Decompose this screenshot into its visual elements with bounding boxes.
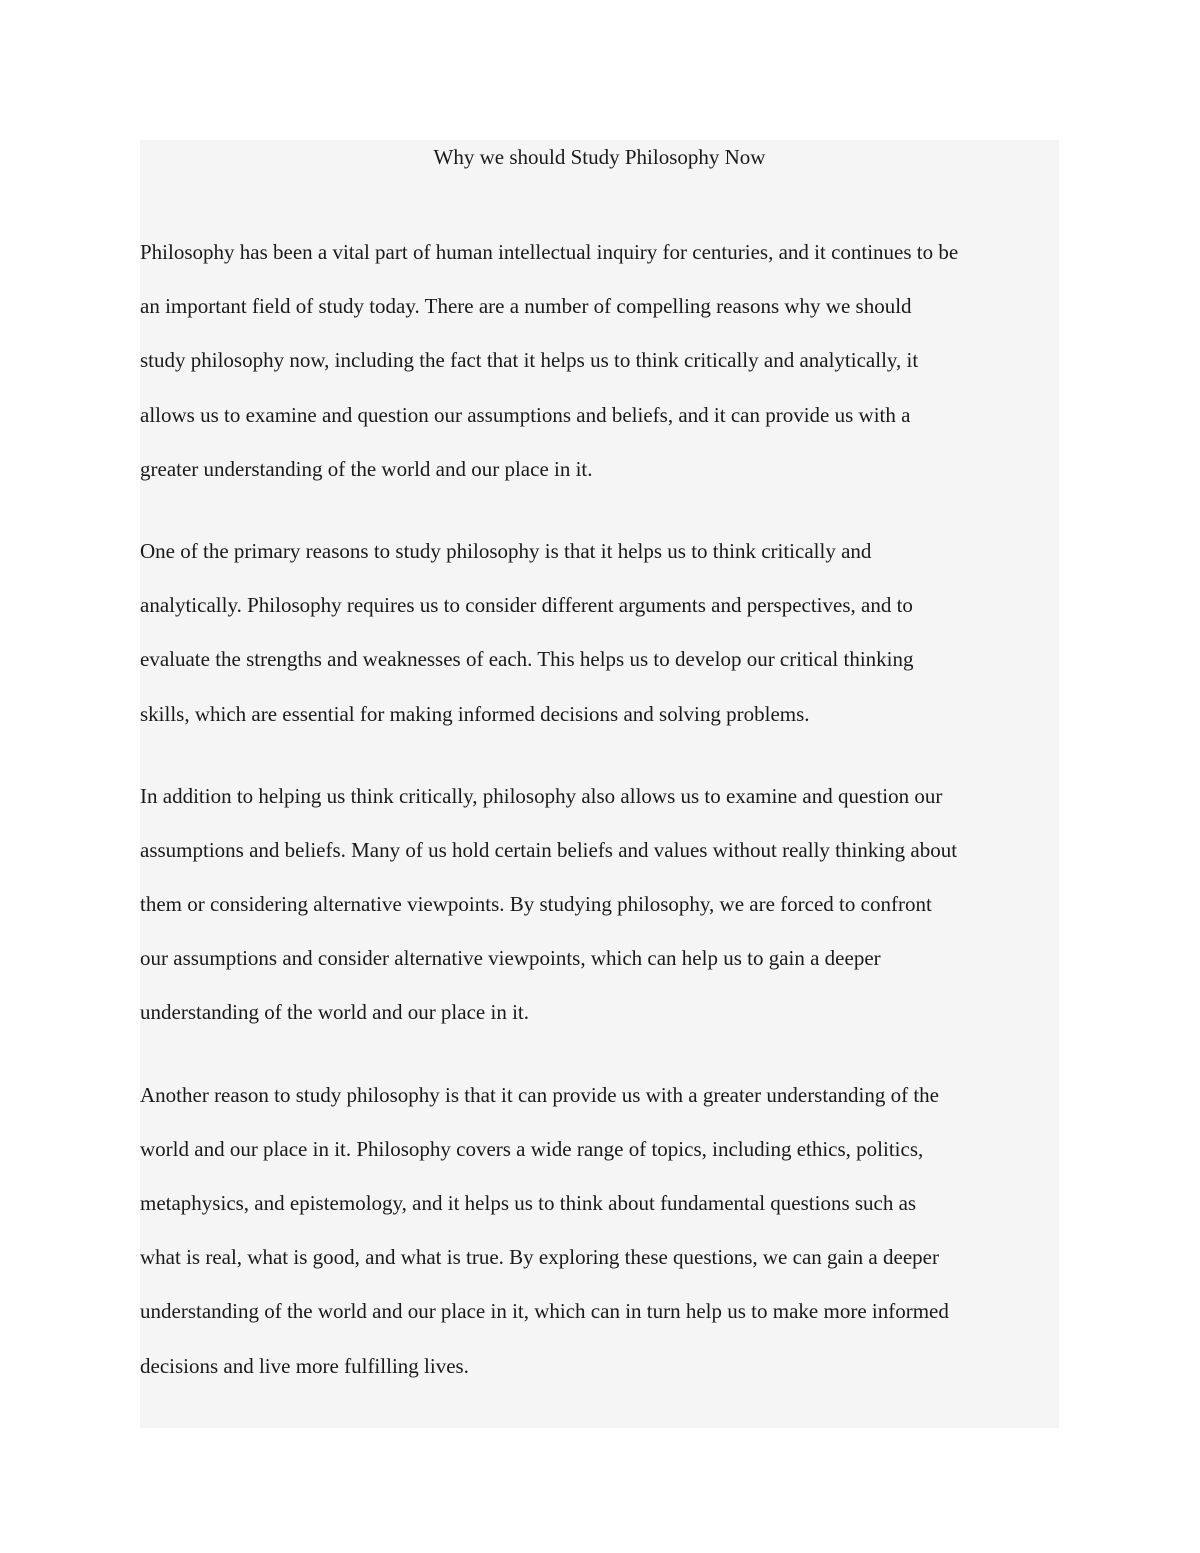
text-line: understanding of the world and our place in it. [140, 1000, 529, 1025]
text-line: assumptions and beliefs. Many of us hold certain beliefs and values without really thinking about [140, 837, 958, 862]
text-line: world and our place in it. Philosophy covers a wide range of topics, including ethics, politics, [140, 1136, 924, 1161]
text-line: them or considering alternative viewpoints. By studying philosophy, we are forced to confront [140, 892, 932, 917]
text-line: analytically. Philosophy requires us to consider different arguments and perspectives, and to [140, 593, 913, 618]
text-line: One of the primary reasons to study philosophy is that it helps us to think critically and [140, 538, 872, 563]
text-line: understanding of the world and our place in it, which can in turn help us to make more informed [140, 1299, 949, 1324]
text-line: allows us to examine and question our assumptions and beliefs, and it can provide us with a [140, 402, 911, 427]
text-line: Philosophy has been a vital part of human intellectual inquiry for centuries, and it continues to be [140, 240, 959, 264]
document-text-block [140, 140, 1059, 1428]
text-line: skills, which are essential for making informed decisions and solving problems. [140, 701, 810, 726]
text-line: what is real, what is good, and what is true. By exploring these questions, we can gain a deeper [140, 1245, 939, 1270]
document-title: Why we should Study Philosophy Now [433, 145, 766, 169]
text-line: metaphysics, and epistemology, and it helps us to think about fundamental questions such as [140, 1191, 917, 1215]
paragraph-1 [140, 225, 1059, 496]
paragraph-2 [140, 524, 1059, 741]
text-line: an important field of study today. There are a number of compelling reasons why we should [140, 294, 912, 319]
paragraph-3 [140, 769, 1059, 1040]
text-line: greater understanding of the world and our place in it. [140, 456, 593, 481]
text-line: Another reason to study philosophy is that it can provide us with a greater understanding of the [140, 1082, 939, 1107]
text-line: evaluate the strengths and weaknesses of each. This helps us to develop our critical thinking [140, 647, 914, 672]
paragraph-4 [140, 1068, 1059, 1393]
text-line: decisions and live more fulfilling lives. [140, 1353, 469, 1378]
text-line: study philosophy now, including the fact that it helps us to think critically and analytically, it [140, 348, 919, 373]
text-line: In addition to helping us think critically, philosophy also allows us to examine and question our [140, 783, 943, 808]
text-line: our assumptions and consider alternative viewpoints, which can help us to gain a deeper [140, 946, 881, 971]
